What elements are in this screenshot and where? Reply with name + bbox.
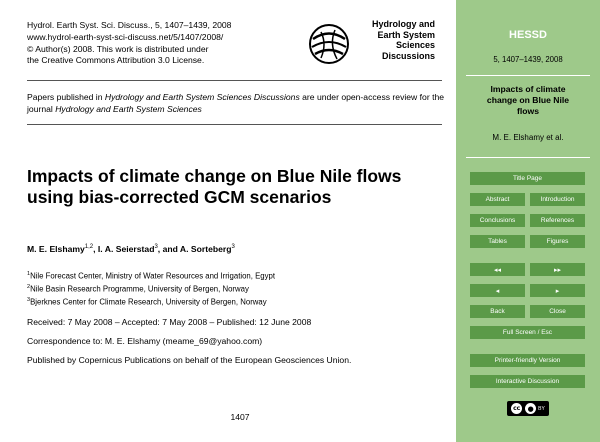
header-divider [27, 80, 442, 81]
by-label: BY [538, 405, 545, 412]
page-number: 1407 [230, 412, 250, 422]
affiliations [27, 269, 275, 308]
conclusions-button[interactable]: Conclusions [470, 214, 525, 227]
egu-globe-icon [307, 22, 351, 66]
previous-page-icon: ◂ [495, 287, 500, 295]
introduction-button[interactable]: Introduction [530, 193, 585, 206]
citation-block [27, 20, 231, 67]
sidebar-ref: 5, 1407–1439, 2008 [493, 55, 563, 64]
creative-commons-badge[interactable] [507, 401, 549, 416]
notice-divider [27, 124, 442, 125]
previous-page-button[interactable] [470, 284, 525, 297]
publication-dates: Received: 7 May 2008 – Accepted: 7 May 2008 – Published: 12 June 2008 [27, 317, 312, 327]
journal-logo [307, 18, 437, 74]
tables-button[interactable]: Tables [470, 235, 525, 248]
correspondence: Correspondence to: M. E. Elshamy (meame_69@yahoo.com) [27, 336, 263, 346]
last-page-button[interactable] [530, 263, 585, 276]
references-button[interactable]: References [530, 214, 585, 227]
logo-text: Hydrology and Earth System Sciences Discussions [371, 19, 435, 61]
license: the Creative Commons Attribution 3.0 License. [27, 55, 205, 66]
interactive-discussion-button[interactable]: Interactive Discussion [470, 375, 585, 388]
publisher-statement: Published by Copernicus Publications on behalf of the European Geosciences Union. [27, 355, 352, 365]
first-page-button[interactable] [470, 263, 525, 276]
printer-friendly-button[interactable]: Printer-friendly Version [470, 354, 585, 367]
affiliation-1: $^1$Nile Forecast Center, Ministry of Water Resources and Irrigation, Egypt [27, 271, 276, 281]
fullscreen-button[interactable]: Full Screen / Esc [470, 326, 585, 339]
affiliation-2: $^2$Nile Basin Research Programme, University of Bergen, Norway [27, 284, 249, 294]
last-page-icon: ▸▸ [553, 266, 562, 274]
next-page-button[interactable] [530, 284, 585, 297]
back-button[interactable]: Back [470, 305, 525, 318]
first-page-icon: ◂◂ [493, 266, 502, 274]
cc-icon: cc [513, 405, 521, 412]
citation: Hydrol. Earth Syst. Sci. Discuss., 5, 1407–1439, 2008 [27, 20, 232, 30]
abstract-button[interactable]: Abstract [470, 193, 525, 206]
copyright: © Author(s) 2008. This work is distributed under [27, 43, 209, 54]
sidebar-journal: HESSD [509, 29, 547, 41]
sidebar-short-title: Impacts of climate change on Blue Nile flows [486, 84, 570, 116]
doi-url[interactable]: www.hydrol-earth-syst-sci-discuss.net/5/1407/2008/ [27, 31, 224, 42]
attribution-icon: ● [525, 403, 536, 414]
close-button[interactable]: Close [530, 305, 585, 318]
author-list: M. E. Elshamy$^{1,2}$, I. A. Seierstad$^3$, and A. Sorteberg$^3$ [27, 244, 235, 254]
sidebar-authors: M. E. Elshamy et al. [492, 133, 564, 142]
affiliation-3: $^3$Bjerknes Center for Climate Research, University of Bergen, Norway [27, 297, 267, 307]
review-notice: Papers published in Hydrology and Earth System Sciences Discussions are under open-access review for the journal Hydrology and Earth System Sciences [27, 92, 445, 114]
title-page-button[interactable]: Title Page [470, 172, 585, 185]
figures-button[interactable]: Figures [530, 235, 585, 248]
sidebar-divider [466, 75, 590, 76]
paper-title: Impacts of climate change on Blue Nile flows using bias-corrected GCM scenarios [27, 166, 402, 207]
next-page-icon: ▸ [555, 287, 560, 295]
sidebar-divider-2 [466, 157, 590, 158]
